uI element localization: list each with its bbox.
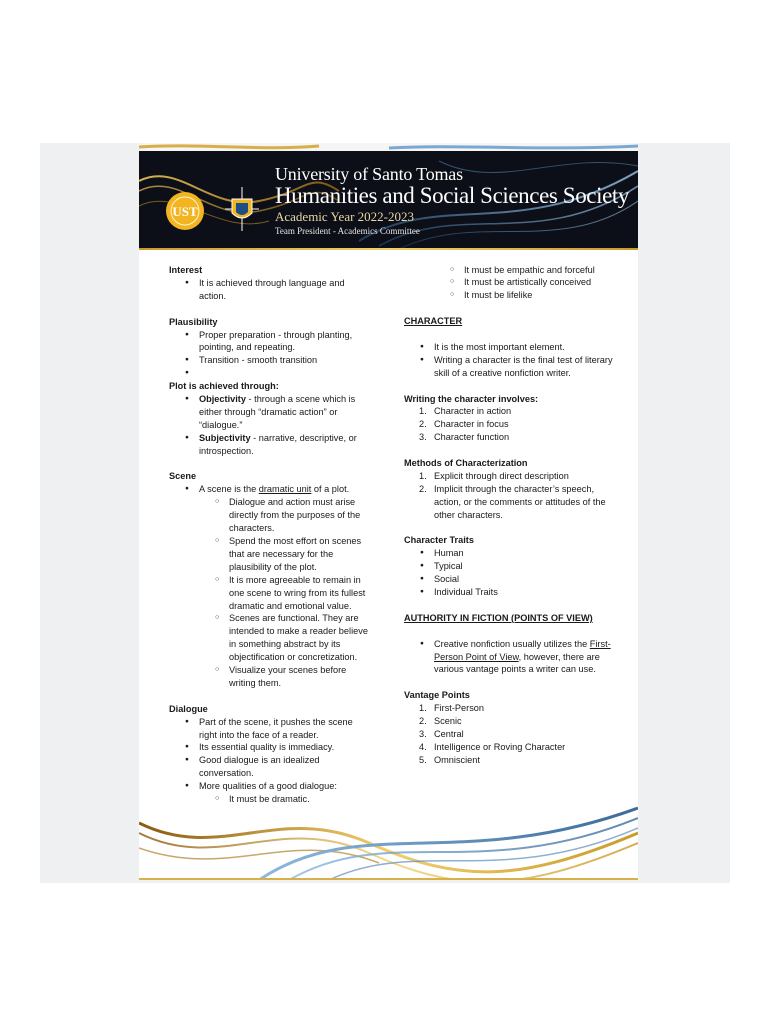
dialogue-heading: Dialogue xyxy=(169,703,208,714)
methods-heading: Methods of Characterization xyxy=(404,458,528,469)
list-item xyxy=(169,393,369,432)
list-item: ● Individual Traits xyxy=(404,586,618,599)
list-item: ● Its essential quality is immediacy. xyxy=(169,741,369,754)
svg-text:UST: UST xyxy=(172,204,198,219)
subjectivity-term: Subjectivity xyxy=(199,432,251,443)
list-item: ● It is the most important element. xyxy=(404,341,618,354)
list-item: ● A scene is the dramatic unit of a plot. xyxy=(169,483,369,496)
footer-wave-art xyxy=(139,803,638,880)
banner-gold-rule xyxy=(139,248,638,250)
interest-heading: Interest xyxy=(169,265,203,275)
plausibility-heading: Plausibility xyxy=(169,316,218,327)
sub-list-item: ○ Spend the most effort on scenes that are necessary for the plausibility of the plot. xyxy=(169,535,369,574)
ust-seal-logo xyxy=(165,189,205,233)
list-item: ● More qualities of a good dialogue: xyxy=(169,780,369,793)
sub-list-item: ○ Dialogue and action must arise directly from the purposes of the characters. xyxy=(169,496,369,535)
list-item: 5. Omniscient xyxy=(419,754,480,765)
first-person-pov-term: First-Person Point of View xyxy=(434,638,611,662)
sub-list-item: ○ It must be lifelike xyxy=(404,289,618,302)
character-heading: CHARACTER xyxy=(404,316,463,327)
scene-heading: Scene xyxy=(169,471,197,482)
list-item: ● Good dialogue is an idealized conversation. xyxy=(169,754,369,780)
list-item: 2. Scenic xyxy=(419,716,462,727)
objectivity-text: - through a scene which is either through “dramatic action” or “dialogue.” xyxy=(199,394,356,430)
society-crest-logo xyxy=(225,187,259,231)
list-item: ● Writing a character is the final test of literary skill of a creative nonfiction writer. xyxy=(404,354,618,380)
writing-character-heading: Writing the character involves: xyxy=(404,393,539,404)
traits-heading: Character Traits xyxy=(404,535,474,546)
sub-list-item: ○ It must be dramatic. xyxy=(169,793,369,806)
list-item: 4. Intelligence or Roving Character xyxy=(419,741,566,752)
authority-heading: AUTHORITY IN FICTION (POINTS OF VIEW) xyxy=(404,612,593,623)
list-item: ● Typical xyxy=(404,560,618,573)
right-column xyxy=(404,264,618,767)
list-item: ● Transition - smooth transition xyxy=(169,354,369,367)
list-item: 1. Explicit through direct description xyxy=(419,470,569,481)
academic-year: Academic Year 2022-2023 xyxy=(275,209,414,224)
list-item: ● Proper preparation - through planting, pointing, and repeating. xyxy=(169,329,369,355)
society-name: Humanities and Social Sciences Society xyxy=(275,183,629,208)
list-item: ● It is achieved through language and action. xyxy=(169,277,369,303)
sub-list-item: ○ It must be artistically conceived xyxy=(404,276,618,289)
header-banner xyxy=(139,151,638,249)
list-item: ● Human xyxy=(404,547,618,560)
sub-list-item: ○ Scenes are functional. They are intended to make a reader believe in something abstract by its objectification or concretization. xyxy=(169,612,369,664)
empty-list-item xyxy=(169,367,369,380)
list-item: 2. Character in focus xyxy=(419,419,509,430)
team-line: Team President - Academics Committee xyxy=(275,226,420,236)
list-item xyxy=(169,432,369,458)
list-item: ● Creative nonfiction usually utilizes the First-Person Point of View, however, there are various vantage points a writer can use. xyxy=(404,638,618,677)
list-item: ● Social xyxy=(404,573,618,586)
dramatic-unit-term: dramatic unit xyxy=(258,484,312,495)
list-item: ● Part of the scene, it pushes the scene right into the face of a reader. xyxy=(169,716,369,742)
left-column xyxy=(169,264,369,806)
top-wave-strip xyxy=(139,143,638,151)
plot-heading: Plot is achieved through: xyxy=(169,381,279,392)
sub-list-item: ○ Visualize your scenes before writing them. xyxy=(169,664,369,690)
list-item: 3. Character function xyxy=(419,432,510,443)
document-page xyxy=(139,143,638,880)
objectivity-term: Objectivity xyxy=(199,394,246,405)
list-item: 3. Central xyxy=(419,729,464,739)
vantage-heading: Vantage Points xyxy=(404,690,470,701)
list-item: 1. Character in action xyxy=(419,406,512,417)
sub-list-item: ○ It must be empathic and forceful xyxy=(404,264,618,277)
list-item: 1. First-Person xyxy=(419,703,485,714)
subjectivity-text: - narrative, descriptive, or introspection. xyxy=(199,432,357,456)
sub-list-item: ○ It is more agreeable to remain in one scene to wring from its fullest dramatic and emotional value. xyxy=(169,574,369,613)
university-name: University of Santo Tomas xyxy=(275,164,463,184)
list-item: 2. Implicit through the character’s speech, action, or the comments or attitudes of the other characters. xyxy=(419,483,606,520)
